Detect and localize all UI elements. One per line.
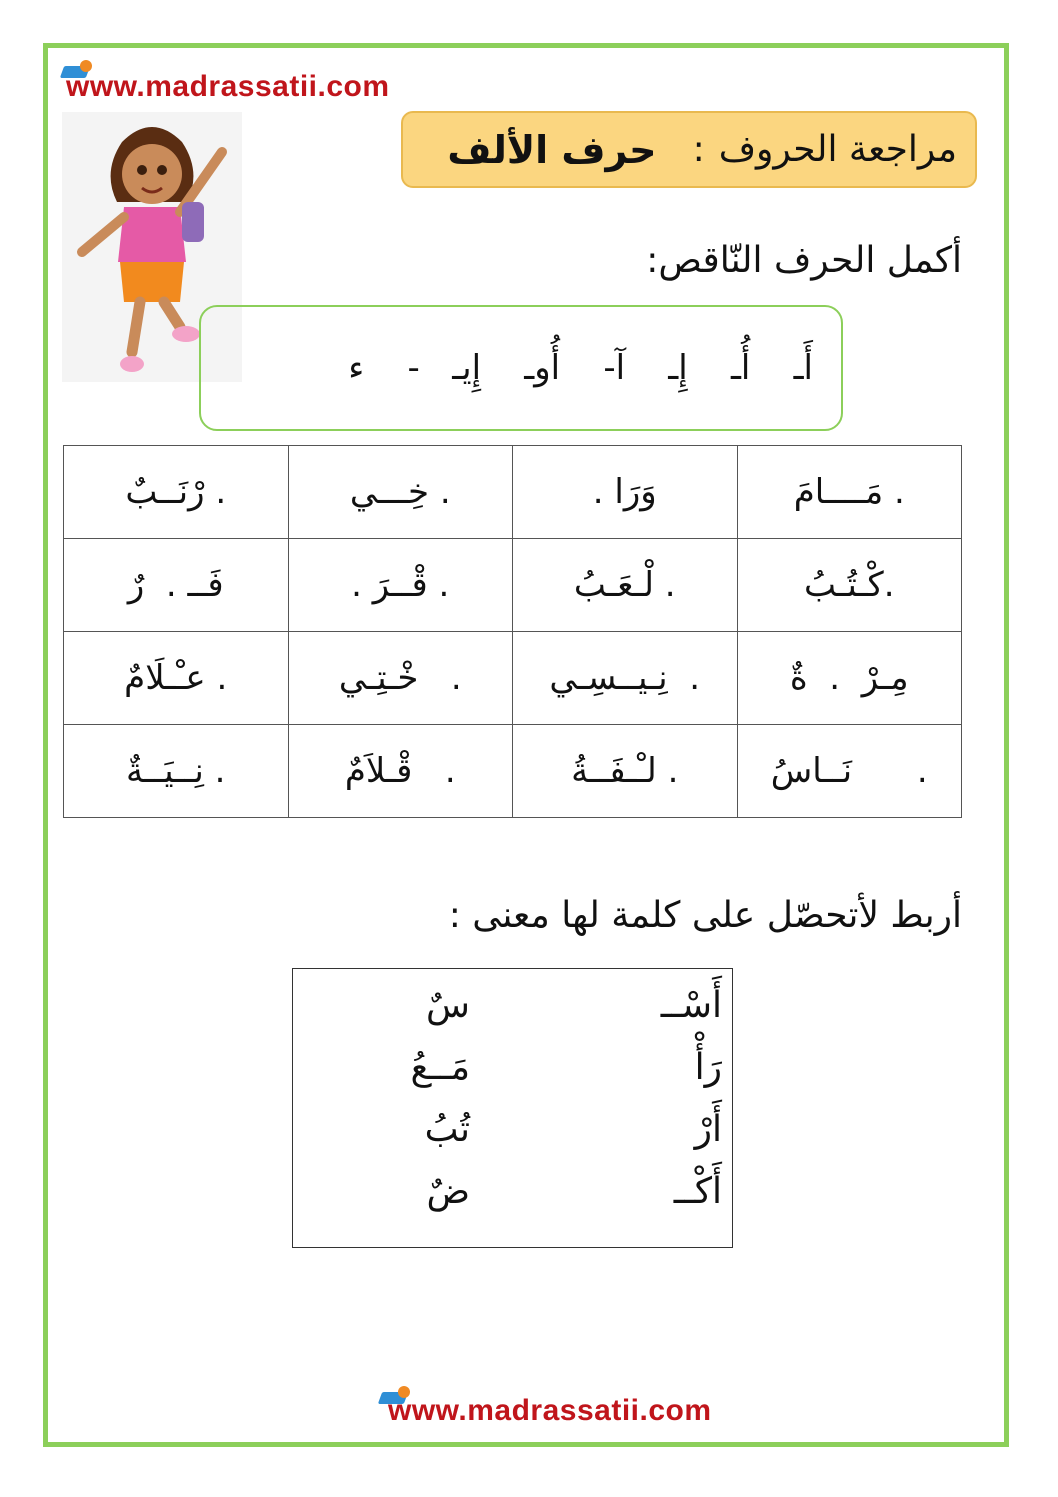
table-cell[interactable]: . نِــيَــةٌ [64,725,289,818]
lesson-title-banner [401,111,977,188]
table-cell[interactable]: . لْـعَـبُ [513,539,738,632]
table-cell[interactable]: . قْـلاَمٌ [288,725,513,818]
title-label: مراجعة الحروف [718,129,957,170]
table-cell[interactable]: وَرَا . [513,446,738,539]
table-cell[interactable]: . قْــرَ . [288,539,513,632]
matching-box [292,968,733,1248]
table-cell[interactable]: . عـْـلَامٌ [64,632,289,725]
fill-missing-letter-table [63,445,962,818]
site-url-header[interactable]: www.madrassatii.com [66,70,390,103]
match-item-left[interactable]: ضٌ [426,1171,470,1212]
exercise1-instruction: أكمل الحرف النّاقص: [646,240,962,281]
table-row [64,632,962,725]
match-item-right[interactable]: أَسْــ [660,985,722,1026]
site-url-footer[interactable]: www.madrassatii.com [388,1394,712,1427]
match-item-left[interactable]: تُبُ [424,1109,470,1150]
table-row [64,446,962,539]
exercise2-instruction: أربط لأتحصّل على كلمة لها معنى : [448,895,962,936]
match-item-right[interactable]: أَكْــ [673,1171,722,1212]
match-left-column [360,975,470,1223]
table-cell[interactable]: . نَــاسُ [737,725,962,818]
match-right-column [602,975,722,1223]
table-cell[interactable]: . خِـــي [288,446,513,539]
match-item-right[interactable]: رَأْ [694,1047,722,1088]
title-colon: : [692,129,705,170]
letter-bank-text: أَـ أُـ إِـ آ- أُوـ إِيـ - ء [348,348,813,388]
table-cell[interactable]: مِـرْ . ةٌ [737,632,962,725]
match-item-left[interactable]: مَــعُ [410,1047,470,1088]
table-cell[interactable]: . مَــــامَ [737,446,962,539]
table-cell[interactable]: .كْـتُـبُ [737,539,962,632]
table-row [64,725,962,818]
table-cell[interactable]: فَــ . رٌ [64,539,289,632]
table-cell[interactable]: . رْنَــبٌ [64,446,289,539]
table-cell[interactable]: . لـْـفَــةُ [513,725,738,818]
letter-bank-box [199,305,843,431]
title-letter: حرف الألف [447,127,657,172]
table-cell[interactable]: . نِـيــسِـي [513,632,738,725]
table-cell[interactable]: . خْـتِـي [288,632,513,725]
match-item-right[interactable]: أَرْ [694,1109,722,1150]
match-item-left[interactable]: سٌ [426,985,470,1026]
table-row [64,539,962,632]
